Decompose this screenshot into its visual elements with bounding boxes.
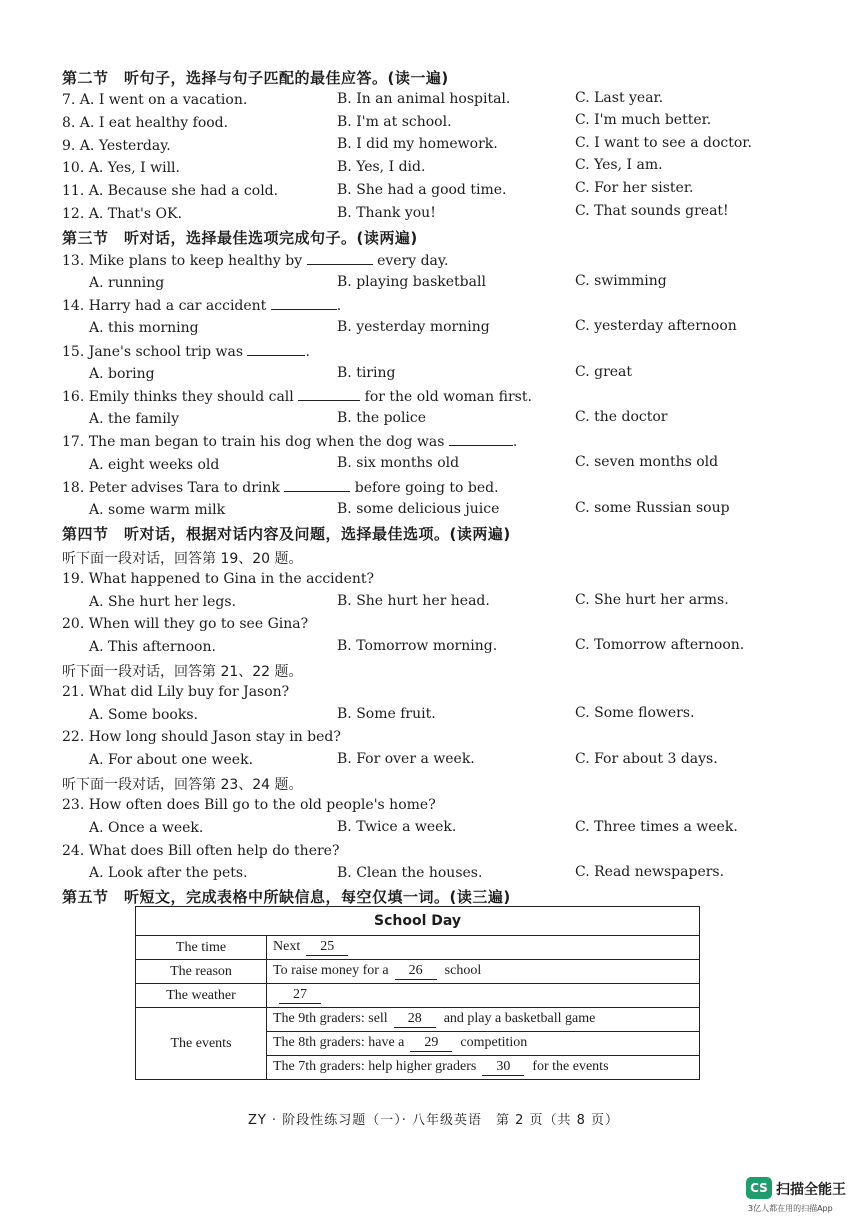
q19-option-c: C. She hurt her arms. [575,592,729,608]
reason-cell [267,960,700,984]
table-row [136,936,700,960]
section4-heading: 第四节 听对话，根据对话内容及问题，选择最佳选项。(读两遍) [62,525,511,543]
answer-blank [271,297,337,310]
q15-text-end: . [305,344,310,360]
section3-heading: 第三节 听对话，选择最佳选项完成句子。(读两遍) [62,229,418,247]
answer-blank [284,479,350,492]
q17-option-a: A. eight weeks old [89,457,220,473]
q23-option-c: C. Three times a week. [575,819,738,835]
section5-heading: 第五节 听短文，完成表格中所缺信息，每空仅填一词。(读三遍) [62,888,511,906]
q24-option-a: A. Look after the pets. [89,865,248,881]
section2-heading: 第二节 听句子，选择与句子匹配的最佳应答。(读一遍) [62,69,449,87]
event-8th-text: The 8th graders: have a [273,1035,405,1050]
q22-question: 22. How long should Jason stay in bed? [62,729,341,745]
section4-intro-3: 听下面一段对话，回答第 23、24 题。 [62,777,303,793]
q15-option-a: A. boring [89,366,155,382]
event-8th-text-end: competition [460,1035,528,1050]
answer-blank [449,433,513,446]
event-7th-text: The 7th graders: help higher graders [273,1059,477,1074]
table-row [136,1008,700,1032]
blank-26: 26 [395,963,437,980]
q16-option-c: C. the doctor [575,409,668,425]
q19-option-a: A. She hurt her legs. [89,594,236,610]
section4-intro-2: 听下面一段对话，回答第 21、22 题。 [62,664,303,680]
q13-option-a: A. running [89,275,165,291]
reason-text: To raise money for a [273,963,389,978]
blank-28: 28 [394,1011,436,1028]
watermark-title: 扫描全能王 [776,1182,846,1198]
q17-option-b: B. six months old [337,455,460,471]
q21-option-b: B. Some fruit. [337,706,436,722]
q17-text-end: . [512,434,518,450]
blank-30: 30 [482,1059,524,1076]
time-text: Next [273,939,301,954]
q19-option-b: B. She hurt her head. [337,593,490,609]
q10-stem: 10. A. Yes, I will. [62,160,180,176]
q23-question: 23. How often does Bill go to the old people's home? [62,797,436,813]
camscanner-logo-icon: CS [746,1177,772,1199]
q17-question [62,433,517,450]
q15-text: 15. Jane's school trip was [62,344,244,360]
q22-option-a: A. For about one week. [89,752,254,768]
event-8th-cell [267,1032,700,1056]
blank-29: 29 [410,1035,452,1052]
q21-option-a: A. Some books. [89,707,198,723]
event-7th-text-end: for the events [532,1059,609,1074]
event-7th-cell [267,1056,700,1080]
q14-option-b: B. yesterday morning [337,319,490,335]
q8-option-c: C. I'm much better. [575,112,712,128]
q9-option-c: C. I want to see a doctor. [575,135,752,151]
event-9th-cell [267,1008,700,1032]
q22-option-b: B. For over a week. [337,751,475,767]
time-cell [267,936,700,960]
reason-text-end: school [444,963,482,978]
q7-option-b: B. In an animal hospital. [337,91,511,107]
q18-option-b: B. some delicious juice [337,501,500,517]
q16-option-a: A. the family [89,411,180,427]
reason-label: The reason [136,960,267,984]
q21-question: 21. What did Lily buy for Jason? [62,684,290,700]
q19-question: 19. What happened to Gina in the accident? [62,571,375,587]
q14-option-c: C. yesterday afternoon [575,318,737,334]
page-footer: ZY · 阶段性练习题（一）· 八年级英语 第 2 页（共 8 页） [247,1113,620,1128]
q7-stem: 7. A. I went on a vacation. [62,92,248,108]
q20-option-a: A. This afternoon. [89,639,216,655]
q18-option-a: A. some warm milk [89,502,226,518]
q24-option-c: C. Read newspapers. [575,864,725,880]
answer-blank [247,343,305,356]
q7-option-c: C. Last year. [575,90,664,106]
q15-option-c: C. great [575,364,633,380]
q9-stem: 9. A. Yesterday. [62,138,171,154]
q23-option-a: A. Once a week. [89,820,204,836]
q10-option-b: B. Yes, I did. [337,159,426,175]
q13-text: 13. Mike plans to keep healthy by [62,253,303,269]
q17-text: 17. The man began to train his dog when the dog was [62,434,445,450]
q11-option-c: C. For her sister. [575,180,694,196]
q22-option-c: C. For about 3 days. [575,751,718,767]
q21-option-c: C. Some flowers. [575,705,695,721]
q20-option-c: C. Tomorrow afternoon. [575,637,745,653]
q14-text-end: . [336,298,342,314]
q15-option-b: B. tiring [337,365,396,381]
q13-option-c: C. swimming [575,273,667,289]
q11-option-b: B. She had a good time. [337,182,507,198]
q12-option-c: C. That sounds great! [575,203,729,219]
table-title: School Day [136,907,700,936]
q16-question [62,388,532,405]
q18-option-c: C. some Russian soup [575,500,730,516]
q16-option-b: B. the police [337,410,427,426]
q12-stem: 12. A. That's OK. [62,206,182,222]
q18-question [62,479,499,496]
q13-text-end: every day. [377,253,449,269]
q24-question: 24. What does Bill often help do there? [62,843,340,859]
table-row [136,984,700,1008]
q23-option-b: B. Twice a week. [337,819,457,835]
q17-option-c: C. seven months old [575,454,719,470]
blank-25: 25 [306,939,348,956]
q14-question [62,297,341,314]
q14-text: 14. Harry had a car accident [62,298,267,314]
answer-blank [307,252,373,265]
events-label: The events [136,1008,267,1080]
q16-text: 16. Emily thinks they should call [62,389,294,405]
q16-text-end: for the old woman first. [364,389,532,405]
q8-option-b: B. I'm at school. [337,114,452,130]
watermark-subtitle: 3亿人都在用的扫描App [748,1204,833,1213]
table-row [136,960,700,984]
q9-option-b: B. I did my homework. [337,136,498,152]
event-9th-text-end: and play a basketball game [443,1011,596,1026]
q10-option-c: C. Yes, I am. [575,157,663,173]
q11-stem: 11. A. Because she had a cold. [62,183,279,199]
school-day-table [135,906,700,1080]
weather-label: The weather [136,984,267,1008]
event-9th-text: The 9th graders: sell [273,1011,388,1026]
section4-intro-1: 听下面一段对话，回答第 19、20 题。 [62,551,303,567]
q13-question [62,252,448,269]
q12-option-b: B. Thank you! [337,205,436,221]
q13-option-b: B. playing basketball [337,274,486,290]
q18-text-end: before going to bed. [354,480,499,496]
weather-cell [267,984,700,1008]
q8-stem: 8. A. I eat healthy food. [62,115,229,131]
q20-question: 20. When will they go to see Gina? [62,616,309,632]
time-label: The time [136,936,267,960]
q14-option-a: A. this morning [89,320,199,336]
q20-option-b: B. Tomorrow morning. [337,638,498,654]
blank-27: 27 [279,987,321,1004]
q24-option-b: B. Clean the houses. [337,865,483,881]
q15-question [62,343,310,360]
q18-text: 18. Peter advises Tara to drink [62,480,280,496]
answer-blank [298,388,360,401]
